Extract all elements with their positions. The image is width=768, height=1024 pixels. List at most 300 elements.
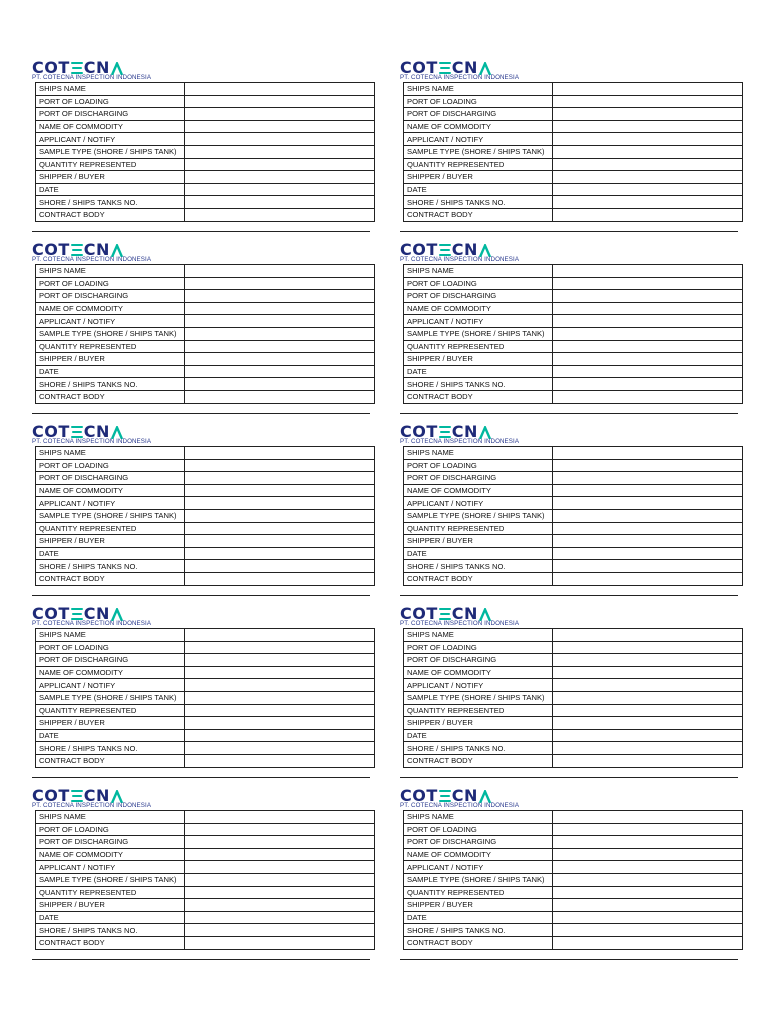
table-row xyxy=(404,497,743,510)
field-label: QUANTITY REPRESENTED xyxy=(404,704,553,717)
table-row xyxy=(404,666,743,679)
field-label: PORT OF LOADING xyxy=(36,277,185,290)
table-row xyxy=(404,302,743,315)
field-value[interactable] xyxy=(553,560,743,573)
field-value[interactable] xyxy=(553,924,743,937)
logo-word-start: COT xyxy=(400,58,438,77)
field-label: NAME OF COMMODITY xyxy=(404,302,553,315)
field-value[interactable] xyxy=(185,171,375,184)
field-label: PORT OF DISCHARGING xyxy=(404,654,553,667)
field-label: SAMPLE TYPE (SHORE / SHIPS TANK) xyxy=(404,145,553,158)
field-value[interactable] xyxy=(553,365,743,378)
card-divider xyxy=(32,777,370,778)
field-label: QUANTITY REPRESENTED xyxy=(36,886,185,899)
table-row xyxy=(404,641,743,654)
table-row xyxy=(404,158,743,171)
field-value[interactable] xyxy=(553,447,743,460)
field-label: CONTRACT BODY xyxy=(36,572,185,585)
logo-word-end: CN xyxy=(83,240,110,259)
logo-subtitle: PT. COTECNA INSPECTION INDONESIA xyxy=(400,802,520,809)
field-value[interactable] xyxy=(185,120,375,133)
field-label: CONTRACT BODY xyxy=(404,208,553,221)
field-value[interactable] xyxy=(185,183,375,196)
field-value[interactable] xyxy=(185,742,375,755)
field-value[interactable] xyxy=(185,754,375,767)
table-row xyxy=(36,823,375,836)
field-value[interactable] xyxy=(553,353,743,366)
logo-e-mark xyxy=(439,244,451,256)
field-value[interactable] xyxy=(553,108,743,121)
field-value[interactable] xyxy=(553,183,743,196)
card-divider xyxy=(400,777,738,778)
field-label: SHIPS NAME xyxy=(36,811,185,824)
table-row xyxy=(36,497,375,510)
field-value[interactable] xyxy=(553,717,743,730)
sample-label-card-4 xyxy=(400,242,736,424)
logo-word-start: COT xyxy=(32,786,70,805)
sample-label-card-3 xyxy=(32,242,368,424)
table-row xyxy=(404,691,743,704)
table-row xyxy=(404,277,743,290)
field-label: NAME OF COMMODITY xyxy=(404,848,553,861)
field-label: PORT OF DISCHARGING xyxy=(404,108,553,121)
field-value[interactable] xyxy=(553,265,743,278)
field-value[interactable] xyxy=(553,509,743,522)
field-value[interactable] xyxy=(185,459,375,472)
field-value[interactable] xyxy=(553,666,743,679)
table-row xyxy=(36,183,375,196)
field-value[interactable] xyxy=(553,171,743,184)
table-row xyxy=(36,484,375,497)
field-label: NAME OF COMMODITY xyxy=(404,120,553,133)
field-value[interactable] xyxy=(553,95,743,108)
logo-e-mark xyxy=(71,426,83,438)
table-row xyxy=(36,754,375,767)
table-row xyxy=(36,666,375,679)
field-value[interactable] xyxy=(553,654,743,667)
table-row xyxy=(404,133,743,146)
table-row xyxy=(404,484,743,497)
field-label: PORT OF LOADING xyxy=(36,459,185,472)
table-row xyxy=(404,365,743,378)
table-row xyxy=(36,145,375,158)
field-value[interactable] xyxy=(185,522,375,535)
logo-e-mark xyxy=(439,62,451,74)
table-row xyxy=(36,171,375,184)
field-value[interactable] xyxy=(185,547,375,560)
field-label: QUANTITY REPRESENTED xyxy=(36,340,185,353)
field-value[interactable] xyxy=(553,823,743,836)
field-value[interactable] xyxy=(553,848,743,861)
sample-info-table xyxy=(35,628,375,768)
field-value[interactable] xyxy=(185,353,375,366)
field-value[interactable] xyxy=(553,861,743,874)
field-label: APPLICANT / NOTIFY xyxy=(36,497,185,510)
field-value[interactable] xyxy=(185,265,375,278)
field-label: PORT OF LOADING xyxy=(404,277,553,290)
field-label: SHIPPER / BUYER xyxy=(36,535,185,548)
field-value[interactable] xyxy=(553,911,743,924)
sample-info-table xyxy=(403,446,743,586)
sample-info-table xyxy=(35,264,375,404)
logo-word-start: COT xyxy=(32,604,70,623)
table-row xyxy=(36,654,375,667)
field-value[interactable] xyxy=(185,390,375,403)
field-value[interactable] xyxy=(553,277,743,290)
logo-word-start: COT xyxy=(32,240,70,259)
cotecna-logo xyxy=(32,242,192,264)
field-label: SHIPPER / BUYER xyxy=(404,171,553,184)
field-value[interactable] xyxy=(553,704,743,717)
table-row xyxy=(404,108,743,121)
field-value[interactable] xyxy=(553,83,743,96)
field-value[interactable] xyxy=(553,535,743,548)
sample-label-card-1 xyxy=(32,60,368,242)
field-value[interactable] xyxy=(185,823,375,836)
field-value[interactable] xyxy=(185,717,375,730)
table-row xyxy=(36,641,375,654)
sample-info-table xyxy=(403,264,743,404)
logo-subtitle: PT. COTECNA INSPECTION INDONESIA xyxy=(32,74,152,81)
field-value[interactable] xyxy=(185,509,375,522)
field-label: CONTRACT BODY xyxy=(404,936,553,949)
field-value[interactable] xyxy=(553,315,743,328)
field-label: PORT OF DISCHARGING xyxy=(404,836,553,849)
field-value[interactable] xyxy=(185,302,375,315)
logo-word-end: CN xyxy=(83,58,110,77)
table-row xyxy=(36,679,375,692)
field-value[interactable] xyxy=(185,899,375,912)
field-value[interactable] xyxy=(185,704,375,717)
table-row xyxy=(404,911,743,924)
table-row xyxy=(404,823,743,836)
field-label: PORT OF DISCHARGING xyxy=(404,472,553,485)
field-value[interactable] xyxy=(185,629,375,642)
field-value[interactable] xyxy=(185,861,375,874)
field-label: DATE xyxy=(36,729,185,742)
field-value[interactable] xyxy=(185,158,375,171)
field-value[interactable] xyxy=(185,729,375,742)
field-value[interactable] xyxy=(185,679,375,692)
field-value[interactable] xyxy=(553,742,743,755)
field-value[interactable] xyxy=(185,290,375,303)
field-value[interactable] xyxy=(553,145,743,158)
field-label: QUANTITY REPRESENTED xyxy=(404,158,553,171)
field-label: QUANTITY REPRESENTED xyxy=(404,886,553,899)
logo-word-start: COT xyxy=(400,786,438,805)
field-label: NAME OF COMMODITY xyxy=(36,484,185,497)
field-label: QUANTITY REPRESENTED xyxy=(36,704,185,717)
logo-subtitle: PT. COTECNA INSPECTION INDONESIA xyxy=(32,620,152,627)
field-value[interactable] xyxy=(185,277,375,290)
table-row xyxy=(36,133,375,146)
table-row xyxy=(404,704,743,717)
field-value[interactable] xyxy=(185,365,375,378)
field-label: SHORE / SHIPS TANKS NO. xyxy=(36,924,185,937)
sample-info-table xyxy=(403,628,743,768)
card-divider xyxy=(32,595,370,596)
field-value[interactable] xyxy=(553,547,743,560)
table-row xyxy=(404,208,743,221)
field-value[interactable] xyxy=(553,497,743,510)
field-label: PORT OF LOADING xyxy=(36,823,185,836)
table-row xyxy=(36,83,375,96)
field-label: SHORE / SHIPS TANKS NO. xyxy=(404,196,553,209)
card-divider xyxy=(400,231,738,232)
field-value[interactable] xyxy=(553,327,743,340)
logo-word-end: CN xyxy=(451,240,478,259)
field-value[interactable] xyxy=(553,390,743,403)
sample-label-card-5 xyxy=(32,424,368,606)
field-label: SAMPLE TYPE (SHORE / SHIPS TANK) xyxy=(36,509,185,522)
field-label: SHIPPER / BUYER xyxy=(404,353,553,366)
field-label: SAMPLE TYPE (SHORE / SHIPS TANK) xyxy=(404,873,553,886)
field-label: SHIPPER / BUYER xyxy=(36,717,185,730)
field-label: PORT OF DISCHARGING xyxy=(36,290,185,303)
field-value[interactable] xyxy=(185,447,375,460)
field-value[interactable] xyxy=(553,120,743,133)
field-value[interactable] xyxy=(185,572,375,585)
field-value[interactable] xyxy=(553,899,743,912)
table-row xyxy=(36,729,375,742)
logo-subtitle: PT. COTECNA INSPECTION INDONESIA xyxy=(32,256,152,263)
table-row xyxy=(36,886,375,899)
field-value[interactable] xyxy=(553,522,743,535)
table-row xyxy=(404,873,743,886)
field-label: SAMPLE TYPE (SHORE / SHIPS TANK) xyxy=(36,691,185,704)
field-value[interactable] xyxy=(185,886,375,899)
field-value[interactable] xyxy=(185,145,375,158)
field-label: CONTRACT BODY xyxy=(404,390,553,403)
table-row xyxy=(36,535,375,548)
field-value[interactable] xyxy=(185,535,375,548)
field-value[interactable] xyxy=(185,497,375,510)
field-value[interactable] xyxy=(185,691,375,704)
field-value[interactable] xyxy=(553,679,743,692)
table-row xyxy=(36,302,375,315)
table-row xyxy=(36,717,375,730)
field-value[interactable] xyxy=(185,133,375,146)
field-value[interactable] xyxy=(185,848,375,861)
table-row xyxy=(36,327,375,340)
field-label: SHIPS NAME xyxy=(404,811,553,824)
sample-info-table xyxy=(403,810,743,950)
field-label: SHIPS NAME xyxy=(404,447,553,460)
field-value[interactable] xyxy=(553,629,743,642)
field-value[interactable] xyxy=(553,196,743,209)
field-value[interactable] xyxy=(553,641,743,654)
table-row xyxy=(404,522,743,535)
table-row xyxy=(36,390,375,403)
field-label: SAMPLE TYPE (SHORE / SHIPS TANK) xyxy=(404,327,553,340)
card-divider xyxy=(32,231,370,232)
field-value[interactable] xyxy=(185,836,375,849)
field-label: SHORE / SHIPS TANKS NO. xyxy=(404,924,553,937)
card-divider xyxy=(32,413,370,414)
field-value[interactable] xyxy=(185,196,375,209)
table-row xyxy=(404,742,743,755)
field-label: SHIPS NAME xyxy=(36,83,185,96)
field-label: PORT OF LOADING xyxy=(404,641,553,654)
field-value[interactable] xyxy=(553,340,743,353)
table-row xyxy=(404,353,743,366)
field-value[interactable] xyxy=(553,836,743,849)
sample-info-table xyxy=(403,82,743,222)
field-value[interactable] xyxy=(553,459,743,472)
table-row xyxy=(36,459,375,472)
table-row xyxy=(36,572,375,585)
field-value[interactable] xyxy=(185,315,375,328)
logo-word-end: CN xyxy=(451,604,478,623)
logo-word-start: COT xyxy=(32,58,70,77)
field-label: SHIPPER / BUYER xyxy=(404,535,553,548)
field-value[interactable] xyxy=(185,484,375,497)
card-divider xyxy=(32,959,370,960)
field-value[interactable] xyxy=(185,911,375,924)
field-value[interactable] xyxy=(185,327,375,340)
logo-word-start: COT xyxy=(400,422,438,441)
field-label: SHIPS NAME xyxy=(404,629,553,642)
field-value[interactable] xyxy=(553,133,743,146)
table-row xyxy=(36,848,375,861)
field-label: SAMPLE TYPE (SHORE / SHIPS TANK) xyxy=(36,327,185,340)
card-divider xyxy=(400,595,738,596)
field-value[interactable] xyxy=(553,158,743,171)
field-value[interactable] xyxy=(185,472,375,485)
field-value[interactable] xyxy=(185,811,375,824)
field-value[interactable] xyxy=(185,108,375,121)
field-label: NAME OF COMMODITY xyxy=(404,666,553,679)
field-value[interactable] xyxy=(553,729,743,742)
table-row xyxy=(36,704,375,717)
field-value[interactable] xyxy=(185,924,375,937)
table-row xyxy=(36,522,375,535)
cotecna-logo xyxy=(400,788,560,810)
field-label: SHORE / SHIPS TANKS NO. xyxy=(36,560,185,573)
field-label: SAMPLE TYPE (SHORE / SHIPS TANK) xyxy=(36,145,185,158)
field-label: SHORE / SHIPS TANKS NO. xyxy=(404,560,553,573)
logo-subtitle: PT. COTECNA INSPECTION INDONESIA xyxy=(400,620,520,627)
field-label: QUANTITY REPRESENTED xyxy=(36,522,185,535)
table-row xyxy=(36,353,375,366)
field-value[interactable] xyxy=(185,666,375,679)
table-row xyxy=(404,378,743,391)
field-value[interactable] xyxy=(553,811,743,824)
table-row xyxy=(36,811,375,824)
table-row xyxy=(36,509,375,522)
field-label: SHORE / SHIPS TANKS NO. xyxy=(404,378,553,391)
table-row xyxy=(36,742,375,755)
field-value[interactable] xyxy=(185,340,375,353)
table-row xyxy=(404,754,743,767)
field-label: DATE xyxy=(404,547,553,560)
table-row xyxy=(36,861,375,874)
field-label: DATE xyxy=(404,911,553,924)
table-row xyxy=(404,535,743,548)
field-value[interactable] xyxy=(553,873,743,886)
field-label: NAME OF COMMODITY xyxy=(36,120,185,133)
cotecna-logo xyxy=(400,606,560,628)
table-row xyxy=(404,547,743,560)
table-row xyxy=(404,196,743,209)
field-label: DATE xyxy=(404,729,553,742)
field-value[interactable] xyxy=(553,936,743,949)
field-value[interactable] xyxy=(185,378,375,391)
field-value[interactable] xyxy=(185,873,375,886)
field-value[interactable] xyxy=(553,302,743,315)
field-label: SHIPS NAME xyxy=(36,265,185,278)
field-value[interactable] xyxy=(553,754,743,767)
sample-label-card-6 xyxy=(400,424,736,606)
table-row xyxy=(404,315,743,328)
field-value[interactable] xyxy=(185,936,375,949)
cotecna-logo xyxy=(400,60,560,82)
field-value[interactable] xyxy=(553,572,743,585)
sample-info-table xyxy=(35,446,375,586)
table-row xyxy=(36,95,375,108)
field-value[interactable] xyxy=(185,208,375,221)
field-label: DATE xyxy=(36,547,185,560)
field-value[interactable] xyxy=(553,886,743,899)
field-value[interactable] xyxy=(185,641,375,654)
table-row xyxy=(404,629,743,642)
field-label: SAMPLE TYPE (SHORE / SHIPS TANK) xyxy=(404,509,553,522)
table-row xyxy=(36,911,375,924)
field-value[interactable] xyxy=(553,378,743,391)
field-label: DATE xyxy=(36,911,185,924)
table-row xyxy=(404,924,743,937)
field-value[interactable] xyxy=(185,560,375,573)
cotecna-logo xyxy=(400,242,560,264)
table-row xyxy=(404,183,743,196)
field-label: CONTRACT BODY xyxy=(36,390,185,403)
logo-word-start: COT xyxy=(32,422,70,441)
table-row xyxy=(404,811,743,824)
table-row xyxy=(36,340,375,353)
table-row xyxy=(36,836,375,849)
field-value[interactable] xyxy=(553,691,743,704)
table-row xyxy=(36,290,375,303)
logo-word-end: CN xyxy=(451,786,478,805)
table-row xyxy=(36,629,375,642)
field-label: DATE xyxy=(36,183,185,196)
field-label: SHIPPER / BUYER xyxy=(404,899,553,912)
table-row xyxy=(404,265,743,278)
table-row xyxy=(404,171,743,184)
cotecna-logo xyxy=(32,788,192,810)
field-value[interactable] xyxy=(185,95,375,108)
field-value[interactable] xyxy=(185,654,375,667)
field-label: CONTRACT BODY xyxy=(36,208,185,221)
logo-e-mark xyxy=(439,608,451,620)
card-divider xyxy=(400,959,738,960)
field-value[interactable] xyxy=(553,290,743,303)
table-row xyxy=(36,277,375,290)
table-row xyxy=(404,729,743,742)
field-value[interactable] xyxy=(553,472,743,485)
field-label: APPLICANT / NOTIFY xyxy=(404,133,553,146)
table-row xyxy=(404,560,743,573)
sample-label-card-8 xyxy=(400,606,736,788)
table-row xyxy=(404,83,743,96)
logo-subtitle: PT. COTECNA INSPECTION INDONESIA xyxy=(32,802,152,809)
field-value[interactable] xyxy=(553,208,743,221)
field-value[interactable] xyxy=(553,484,743,497)
logo-e-mark xyxy=(71,790,83,802)
table-row xyxy=(404,145,743,158)
logo-word-end: CN xyxy=(83,786,110,805)
field-value[interactable] xyxy=(185,83,375,96)
